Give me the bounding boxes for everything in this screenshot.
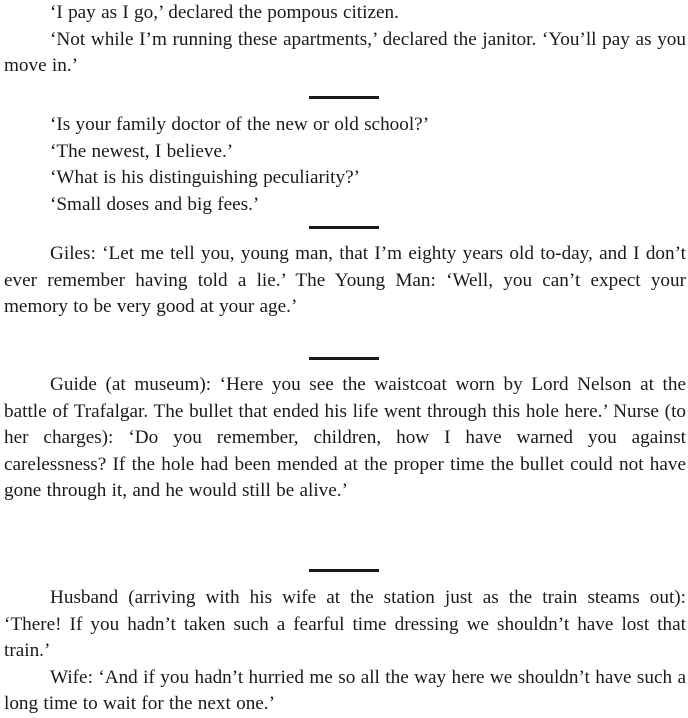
paragraph: ‘Not while I’m running these apartments,’ declared the janitor. ‘You’ll pay as you move in.’ [4, 28, 686, 77]
joke-apartments [4, 0, 686, 80]
section-divider [309, 569, 379, 572]
joke-giles [4, 241, 686, 321]
paragraph: ‘Is your family doctor of the new or old school?’ [50, 114, 430, 135]
paragraph: Husband (arriving with his wife at the station just as the train steams out): ‘There! If you hadn’t taken such a fearful time dressing we shouldn’t have lost that train.’ [4, 587, 686, 662]
joke-nelson [4, 372, 686, 505]
section-divider [309, 357, 379, 360]
paragraph: ‘Small doses and big fees.’ [50, 193, 260, 215]
paragraph: Giles: ‘Let me tell you, young man, that I’m eighty years old to-day, and I don’t ever remember having told a lie.’ The Young Man: ‘Well, you can’t expect your memory to be very good at your age.’ [4, 243, 686, 318]
section-divider [309, 226, 379, 229]
paragraph: ‘What is his distinguishing peculiarity?’ [50, 167, 361, 189]
paragraph: ‘The newest, I believe.’ [50, 140, 234, 162]
paragraph: Guide (at museum): ‘Here you see the waistcoat worn by Lord Nelson at the battle of Trafalgar. The bullet that ended his life went through this hole here.’ Nurse (to her charges): ‘Do you remember, children, how I have warned you against carelessness? If the hole had been mended at the proper time the bullet could not have gone through it, and he would still be alive.’ [4, 374, 686, 502]
section-divider [309, 96, 379, 99]
paragraph: ‘I pay as I go,’ declared the pompous citizen. [50, 2, 399, 23]
paragraph: Wife: ‘And if you hadn’t hurried me so all the way here we shouldn’t have such a long time to wait for the next one.’ [4, 666, 686, 715]
joke-doctor [4, 112, 686, 218]
joke-train [4, 585, 686, 718]
